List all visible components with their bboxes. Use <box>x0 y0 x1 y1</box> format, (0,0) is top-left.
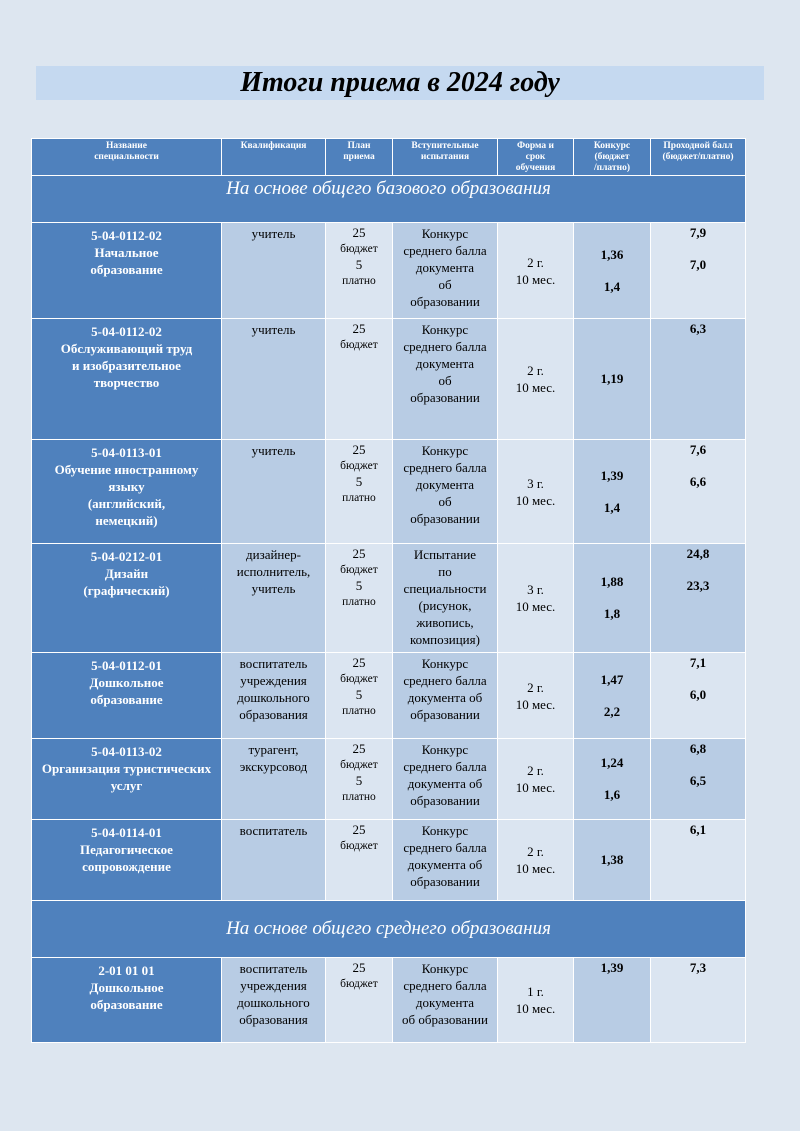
text-line: 7,6 <box>689 442 707 457</box>
text-line: бюджет <box>340 759 378 771</box>
text-line: 1,4 <box>603 278 621 294</box>
text-line: воспитатель <box>239 961 308 976</box>
table-row <box>32 958 746 1043</box>
table-header-row <box>32 139 746 176</box>
text-line: образование <box>90 692 163 707</box>
text-line: 5-04-0113-02 <box>91 744 162 759</box>
qualification-cell <box>222 319 326 440</box>
form-cell <box>498 440 574 544</box>
text-line: Организация туристических <box>41 761 212 776</box>
text-line: экскурсовод <box>239 759 308 774</box>
text-line: образовании <box>410 793 480 808</box>
exams-cell <box>393 820 498 901</box>
text-line: обучения <box>515 163 556 173</box>
text-line: дошкольного <box>237 995 310 1010</box>
text-line: 5-04-0212-01 <box>90 549 163 564</box>
text-line: Дошкольное <box>89 980 164 995</box>
qualification-cell <box>222 223 326 319</box>
text-line: Квалификация <box>240 141 307 151</box>
text-line: План <box>347 141 371 151</box>
form-cell <box>498 958 574 1043</box>
text-line: 10 мес. <box>515 1001 556 1016</box>
text-line: платно <box>342 492 376 504</box>
text-line: образовании <box>410 511 480 526</box>
text-line: 10 мес. <box>515 380 556 395</box>
text-line: документа <box>415 477 475 492</box>
table-row <box>32 739 746 820</box>
header-plan <box>326 139 393 176</box>
specialty-cell <box>32 319 222 440</box>
text-line: образовании <box>410 390 480 405</box>
text-line: среднего балла <box>403 460 487 475</box>
text-line: 1,8 <box>603 606 621 621</box>
competition-cell <box>574 820 651 901</box>
text-line: среднего балла <box>403 978 487 993</box>
text-line: услуг <box>110 778 143 793</box>
text-line: 24,8 <box>686 546 710 561</box>
specialty-cell <box>32 653 222 739</box>
table-row <box>32 440 746 544</box>
text-line: 5 <box>355 257 363 272</box>
score-cell <box>651 958 746 1043</box>
text-line: 1,39 <box>600 960 624 975</box>
section-row <box>32 176 746 223</box>
text-line: (графический) <box>83 583 170 598</box>
text-line: образования <box>239 1012 308 1027</box>
text-line: 1,39 <box>600 467 624 483</box>
text-line: среднего балла <box>403 673 487 688</box>
text-line: 23,3 <box>686 578 710 593</box>
exams-cell <box>393 544 498 653</box>
qualification-cell <box>222 653 326 739</box>
competition-cell <box>574 958 651 1043</box>
text-line: 2 г. <box>527 763 544 778</box>
text-line: Проходной балл <box>663 141 733 151</box>
score-cell <box>651 223 746 319</box>
text-line: немецкий) <box>95 513 158 528</box>
text-line: 7,9 <box>689 225 707 240</box>
text-line: турагент, <box>248 742 299 757</box>
text-line: 2,2 <box>603 703 621 719</box>
text-line: 3 г. <box>527 475 544 491</box>
text-line: 1,19 <box>600 371 624 386</box>
text-line: бюджет <box>340 243 378 255</box>
text-line: 1,36 <box>600 246 624 262</box>
text-line: 1,24 <box>600 755 624 770</box>
text-line: 7,0 <box>689 257 707 272</box>
text-line: Форма и <box>516 141 555 151</box>
text-line: Название <box>105 141 147 151</box>
text-line: Конкурс <box>421 961 469 976</box>
text-line: документа об <box>407 857 483 872</box>
header-name <box>32 139 222 176</box>
text-line: бюджет <box>340 978 378 990</box>
text-line: об <box>438 277 452 292</box>
text-line: Конкурс <box>421 322 469 337</box>
header-competition <box>574 139 651 176</box>
text-line: среднего балла <box>403 840 487 855</box>
text-line: документа об <box>407 690 483 705</box>
exams-cell <box>393 653 498 739</box>
form-cell <box>498 739 574 820</box>
exams-cell <box>393 958 498 1043</box>
competition-cell <box>574 223 651 319</box>
qualification-cell <box>222 440 326 544</box>
competition-cell <box>574 440 651 544</box>
text-line: платно <box>342 705 376 717</box>
text-line: 25 <box>352 960 366 975</box>
title-bar <box>36 66 764 100</box>
text-line: 2 г. <box>527 254 544 270</box>
text-line: об <box>438 373 452 388</box>
form-cell <box>498 653 574 739</box>
section-row <box>32 901 746 958</box>
text-line: 5-04-0113-01 <box>91 445 162 460</box>
plan-cell <box>326 820 393 901</box>
text-line: Вступительные <box>411 141 479 151</box>
text-line: учитель <box>251 581 296 596</box>
text-line: 5-04-0112-02 <box>91 228 162 243</box>
text-line: 1,6 <box>603 787 621 802</box>
score-cell <box>651 820 746 901</box>
exams-cell <box>393 739 498 820</box>
text-line: об <box>438 494 452 509</box>
text-line: 5 <box>355 773 363 788</box>
header-qualification <box>222 139 326 176</box>
section-title: На основе общего базового образования <box>32 176 746 223</box>
text-line: 5-04-0112-02 <box>91 324 162 339</box>
exams-cell <box>393 223 498 319</box>
qualification-cell <box>222 958 326 1043</box>
text-line: 1,47 <box>600 671 624 687</box>
text-line: учитель <box>251 443 296 458</box>
table-row <box>32 544 746 653</box>
plan-cell <box>326 739 393 820</box>
text-line: дошкольного <box>237 690 310 705</box>
admission-table <box>31 138 746 1043</box>
text-line: среднего балла <box>403 243 487 258</box>
header-exams <box>393 139 498 176</box>
text-line: 10 мес. <box>515 271 556 287</box>
text-line: воспитатель <box>239 656 308 671</box>
text-line: Конкурс <box>421 823 469 838</box>
text-line: образовании <box>410 874 480 889</box>
text-line: (рисунок, <box>418 598 472 613</box>
text-line: 2 г. <box>527 679 544 695</box>
text-line: документа <box>415 356 475 371</box>
plan-cell <box>326 653 393 739</box>
exams-cell <box>393 319 498 440</box>
text-line: Конкурс <box>593 141 631 151</box>
text-line: Педагогическое <box>80 842 173 857</box>
text-line: учреждения <box>240 673 307 688</box>
text-line: учитель <box>251 322 296 337</box>
specialty-cell <box>32 820 222 901</box>
text-line: Дошкольное <box>89 675 164 690</box>
text-line: (бюджет/платно) <box>662 152 734 162</box>
specialty-cell <box>32 958 222 1043</box>
text-line: учитель <box>251 226 296 241</box>
text-line: 6,5 <box>689 773 707 788</box>
score-cell <box>651 739 746 820</box>
text-line: 2 г. <box>527 844 544 859</box>
text-line: 25 <box>352 442 366 457</box>
text-line: (английский, <box>87 496 166 511</box>
text-line: сопровождение <box>82 859 171 874</box>
score-cell <box>651 653 746 739</box>
text-line: бюджет <box>340 564 378 576</box>
text-line: платно <box>342 596 376 608</box>
table-body <box>32 176 746 1043</box>
competition-cell <box>574 319 651 440</box>
text-line: образовании <box>410 707 480 722</box>
text-line: 25 <box>352 225 366 240</box>
text-line: об образовании <box>402 1012 488 1027</box>
text-line: испытания <box>420 152 470 162</box>
text-line: 5 <box>355 578 363 593</box>
text-line: 7,3 <box>689 960 707 975</box>
form-cell <box>498 820 574 901</box>
text-line: Начальное <box>94 245 159 260</box>
text-line: 25 <box>352 655 366 670</box>
qualification-cell <box>222 544 326 653</box>
text-line: 10 мес. <box>515 780 556 795</box>
exams-cell <box>393 440 498 544</box>
text-line: 3 г. <box>527 582 544 597</box>
score-cell <box>651 440 746 544</box>
text-line: Дизайн <box>104 566 149 581</box>
table-row <box>32 319 746 440</box>
text-line: бюджет <box>340 339 378 351</box>
table-row <box>32 223 746 319</box>
plan-cell <box>326 223 393 319</box>
text-line: образования <box>239 707 308 722</box>
text-line: по <box>438 564 452 579</box>
text-line: творчество <box>93 375 160 390</box>
text-line: воспитатель <box>239 823 308 838</box>
text-line: 25 <box>352 822 366 837</box>
form-cell <box>498 319 574 440</box>
text-line: 6,3 <box>689 321 707 336</box>
text-line: 25 <box>352 741 366 756</box>
table-row <box>32 653 746 739</box>
specialty-cell <box>32 739 222 820</box>
text-line: 25 <box>352 321 366 336</box>
score-cell <box>651 544 746 653</box>
text-line: специальности <box>94 152 159 162</box>
text-line: /платно) <box>593 163 630 173</box>
text-line: 6,6 <box>689 474 707 489</box>
plan-cell <box>326 958 393 1043</box>
text-line: бюджет <box>340 840 378 852</box>
competition-cell <box>574 739 651 820</box>
specialty-cell <box>32 440 222 544</box>
text-line: композиция) <box>410 632 480 647</box>
text-line: и изобразительное <box>72 358 181 373</box>
text-line: среднего балла <box>403 759 487 774</box>
qualification-cell <box>222 739 326 820</box>
text-line: образование <box>90 262 163 277</box>
text-line: образование <box>90 997 163 1012</box>
text-line: специальности <box>403 581 487 596</box>
competition-cell <box>574 653 651 739</box>
plan-cell <box>326 440 393 544</box>
text-line: 10 мес. <box>515 599 556 614</box>
text-line: языку <box>108 479 145 494</box>
text-line: 5-04-0112-01 <box>91 658 162 673</box>
text-line: учреждения <box>240 978 307 993</box>
text-line: среднего балла <box>403 339 487 354</box>
specialty-cell <box>32 223 222 319</box>
text-line: 6,8 <box>689 741 707 756</box>
text-line: Обучение иностранному <box>54 462 199 477</box>
text-line: 10 мес. <box>515 861 556 876</box>
text-line: 1,88 <box>600 574 624 589</box>
table-row <box>32 820 746 901</box>
competition-cell <box>574 544 651 653</box>
text-line: Обслуживающий труд <box>60 341 193 356</box>
text-line: 1,4 <box>603 499 621 515</box>
text-line: приема <box>343 152 375 162</box>
text-line: 10 мес. <box>515 696 556 712</box>
text-line: 1,38 <box>600 852 624 867</box>
text-line: 5 <box>355 687 363 702</box>
form-cell <box>498 544 574 653</box>
text-line: Конкурс <box>421 656 469 671</box>
text-line: 2 г. <box>527 363 544 378</box>
text-line: исполнитель, <box>236 564 311 579</box>
text-line: Конкурс <box>421 443 469 458</box>
text-line: 10 мес. <box>515 492 556 508</box>
plan-cell <box>326 319 393 440</box>
text-line: 2-01 01 01 <box>98 963 155 978</box>
text-line: документа <box>415 995 475 1010</box>
qualification-cell <box>222 820 326 901</box>
text-line: 7,1 <box>689 655 707 670</box>
text-line: образовании <box>410 294 480 309</box>
text-line: Конкурс <box>421 742 469 757</box>
text-line: документа об <box>407 776 483 791</box>
text-line: живопись, <box>416 615 474 630</box>
specialty-cell <box>32 544 222 653</box>
score-cell <box>651 319 746 440</box>
form-cell <box>498 223 574 319</box>
text-line: бюджет <box>340 460 378 472</box>
text-line: 1 г. <box>527 984 544 999</box>
text-line: платно <box>342 275 376 287</box>
text-line: 6,0 <box>689 687 707 702</box>
plan-cell <box>326 544 393 653</box>
text-line: 5-04-0114-01 <box>91 825 162 840</box>
header-form <box>498 139 574 176</box>
section-title: На основе общего среднего образования <box>32 901 746 958</box>
text-line: бюджет <box>340 673 378 685</box>
text-line: Конкурс <box>421 226 469 241</box>
text-line: дизайнер- <box>246 547 301 562</box>
text-line: 25 <box>352 546 366 561</box>
text-line: 6,1 <box>689 822 707 837</box>
text-line: платно <box>342 791 376 803</box>
text-line: Испытание <box>413 547 477 562</box>
text-line: 5 <box>355 474 363 489</box>
text-line: (бюджет <box>594 152 630 162</box>
text-line: документа <box>415 260 475 275</box>
text-line: срок <box>525 152 546 162</box>
page-title: Итоги приема в 2024 году <box>240 67 560 98</box>
header-score <box>651 139 746 176</box>
